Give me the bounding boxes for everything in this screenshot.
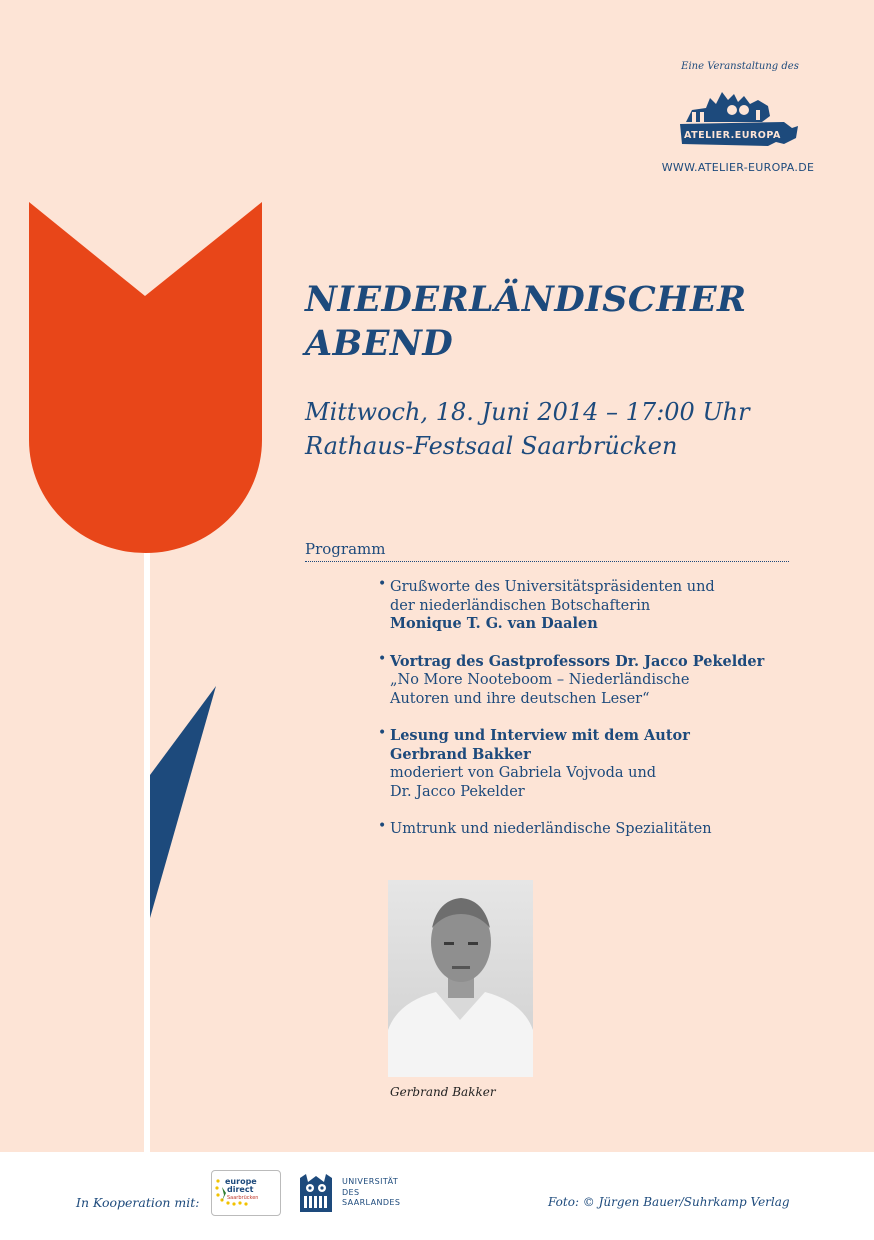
- program-item-line: Monique T. G. van Daalen: [390, 615, 598, 632]
- tulip-leaf: [150, 686, 216, 918]
- program-item-line: Grußworte des Universitätspräsidenten und: [390, 579, 715, 595]
- program-heading: Programm: [305, 540, 789, 562]
- program-item-reading: [378, 727, 818, 801]
- europe-direct-logo: [211, 1170, 281, 1216]
- svg-text:europe: europe: [225, 1177, 257, 1186]
- tulip-stem: [144, 540, 150, 1152]
- university-line: UNIVERSITÄT: [342, 1177, 399, 1186]
- bullet: •: [378, 725, 387, 741]
- photo-credit: Foto: © Jürgen Bauer/Suhrkamp Verlag: [548, 1195, 790, 1209]
- tulip-bloom: [29, 202, 262, 553]
- organizer-intro: Eine Veranstaltung des: [681, 61, 799, 72]
- cooperation-label: In Kooperation mit:: [76, 1195, 200, 1210]
- program-item-reception: [378, 820, 818, 839]
- atelier-europa-logo: [672, 86, 802, 156]
- photo-caption: Gerbrand Bakker: [390, 1085, 496, 1099]
- program-item-line: Umtrunk und niederländische Spezialitäten: [390, 821, 712, 837]
- program-item-line: „No More Nooteboom – Niederländische: [390, 672, 690, 688]
- program-item-line: moderiert von Gabriela Vojvoda und: [390, 765, 657, 781]
- program-item-line: Gerbrand Bakker: [390, 745, 531, 763]
- program-item-line: Dr. Jacco Pekelder: [390, 783, 525, 800]
- bullet: •: [378, 576, 387, 592]
- svg-text:Saarbrücken: Saarbrücken: [227, 1195, 259, 1201]
- event-venue: Rathaus-Festsaal Saarbrücken: [305, 432, 678, 460]
- bullet: •: [378, 818, 387, 834]
- program-item-line: der niederländischen Botschafterin: [390, 597, 651, 614]
- bullet: •: [378, 650, 387, 667]
- university-line: DES: [342, 1187, 360, 1197]
- event-details: [305, 395, 845, 463]
- title-line-2: ABEND: [305, 323, 454, 364]
- svg-text:ATELIER.EUROPA: ATELIER.EUROPA: [684, 130, 781, 141]
- program-item-lecture: [378, 650, 818, 709]
- university-name: [342, 1177, 400, 1209]
- organizer-website[interactable]: WWW.ATELIER-EUROPA.DE: [661, 161, 815, 174]
- svg-text:direct: direct: [227, 1185, 254, 1194]
- university-line: SAARLANDES: [342, 1198, 401, 1207]
- program-item-line: Vortrag des Gastprofessors Dr. Jacco Pekelder: [390, 652, 765, 670]
- title-line-1: NIEDERLÄNDISCHER: [305, 279, 747, 320]
- event-date-time: Mittwoch, 18. Juni 2014 – 17:00 Uhr: [305, 398, 750, 426]
- event-title: [305, 278, 845, 366]
- program-item-line: Lesung und Interview mit dem Autor: [390, 727, 690, 744]
- tulip-illustration: [0, 0, 300, 1152]
- university-logo: [296, 1172, 336, 1214]
- program-item-greetings: [378, 578, 818, 634]
- program-item-line: Autoren und ihre deutschen Leser“: [390, 690, 650, 707]
- author-photo: [388, 880, 533, 1077]
- program-list: [378, 578, 818, 858]
